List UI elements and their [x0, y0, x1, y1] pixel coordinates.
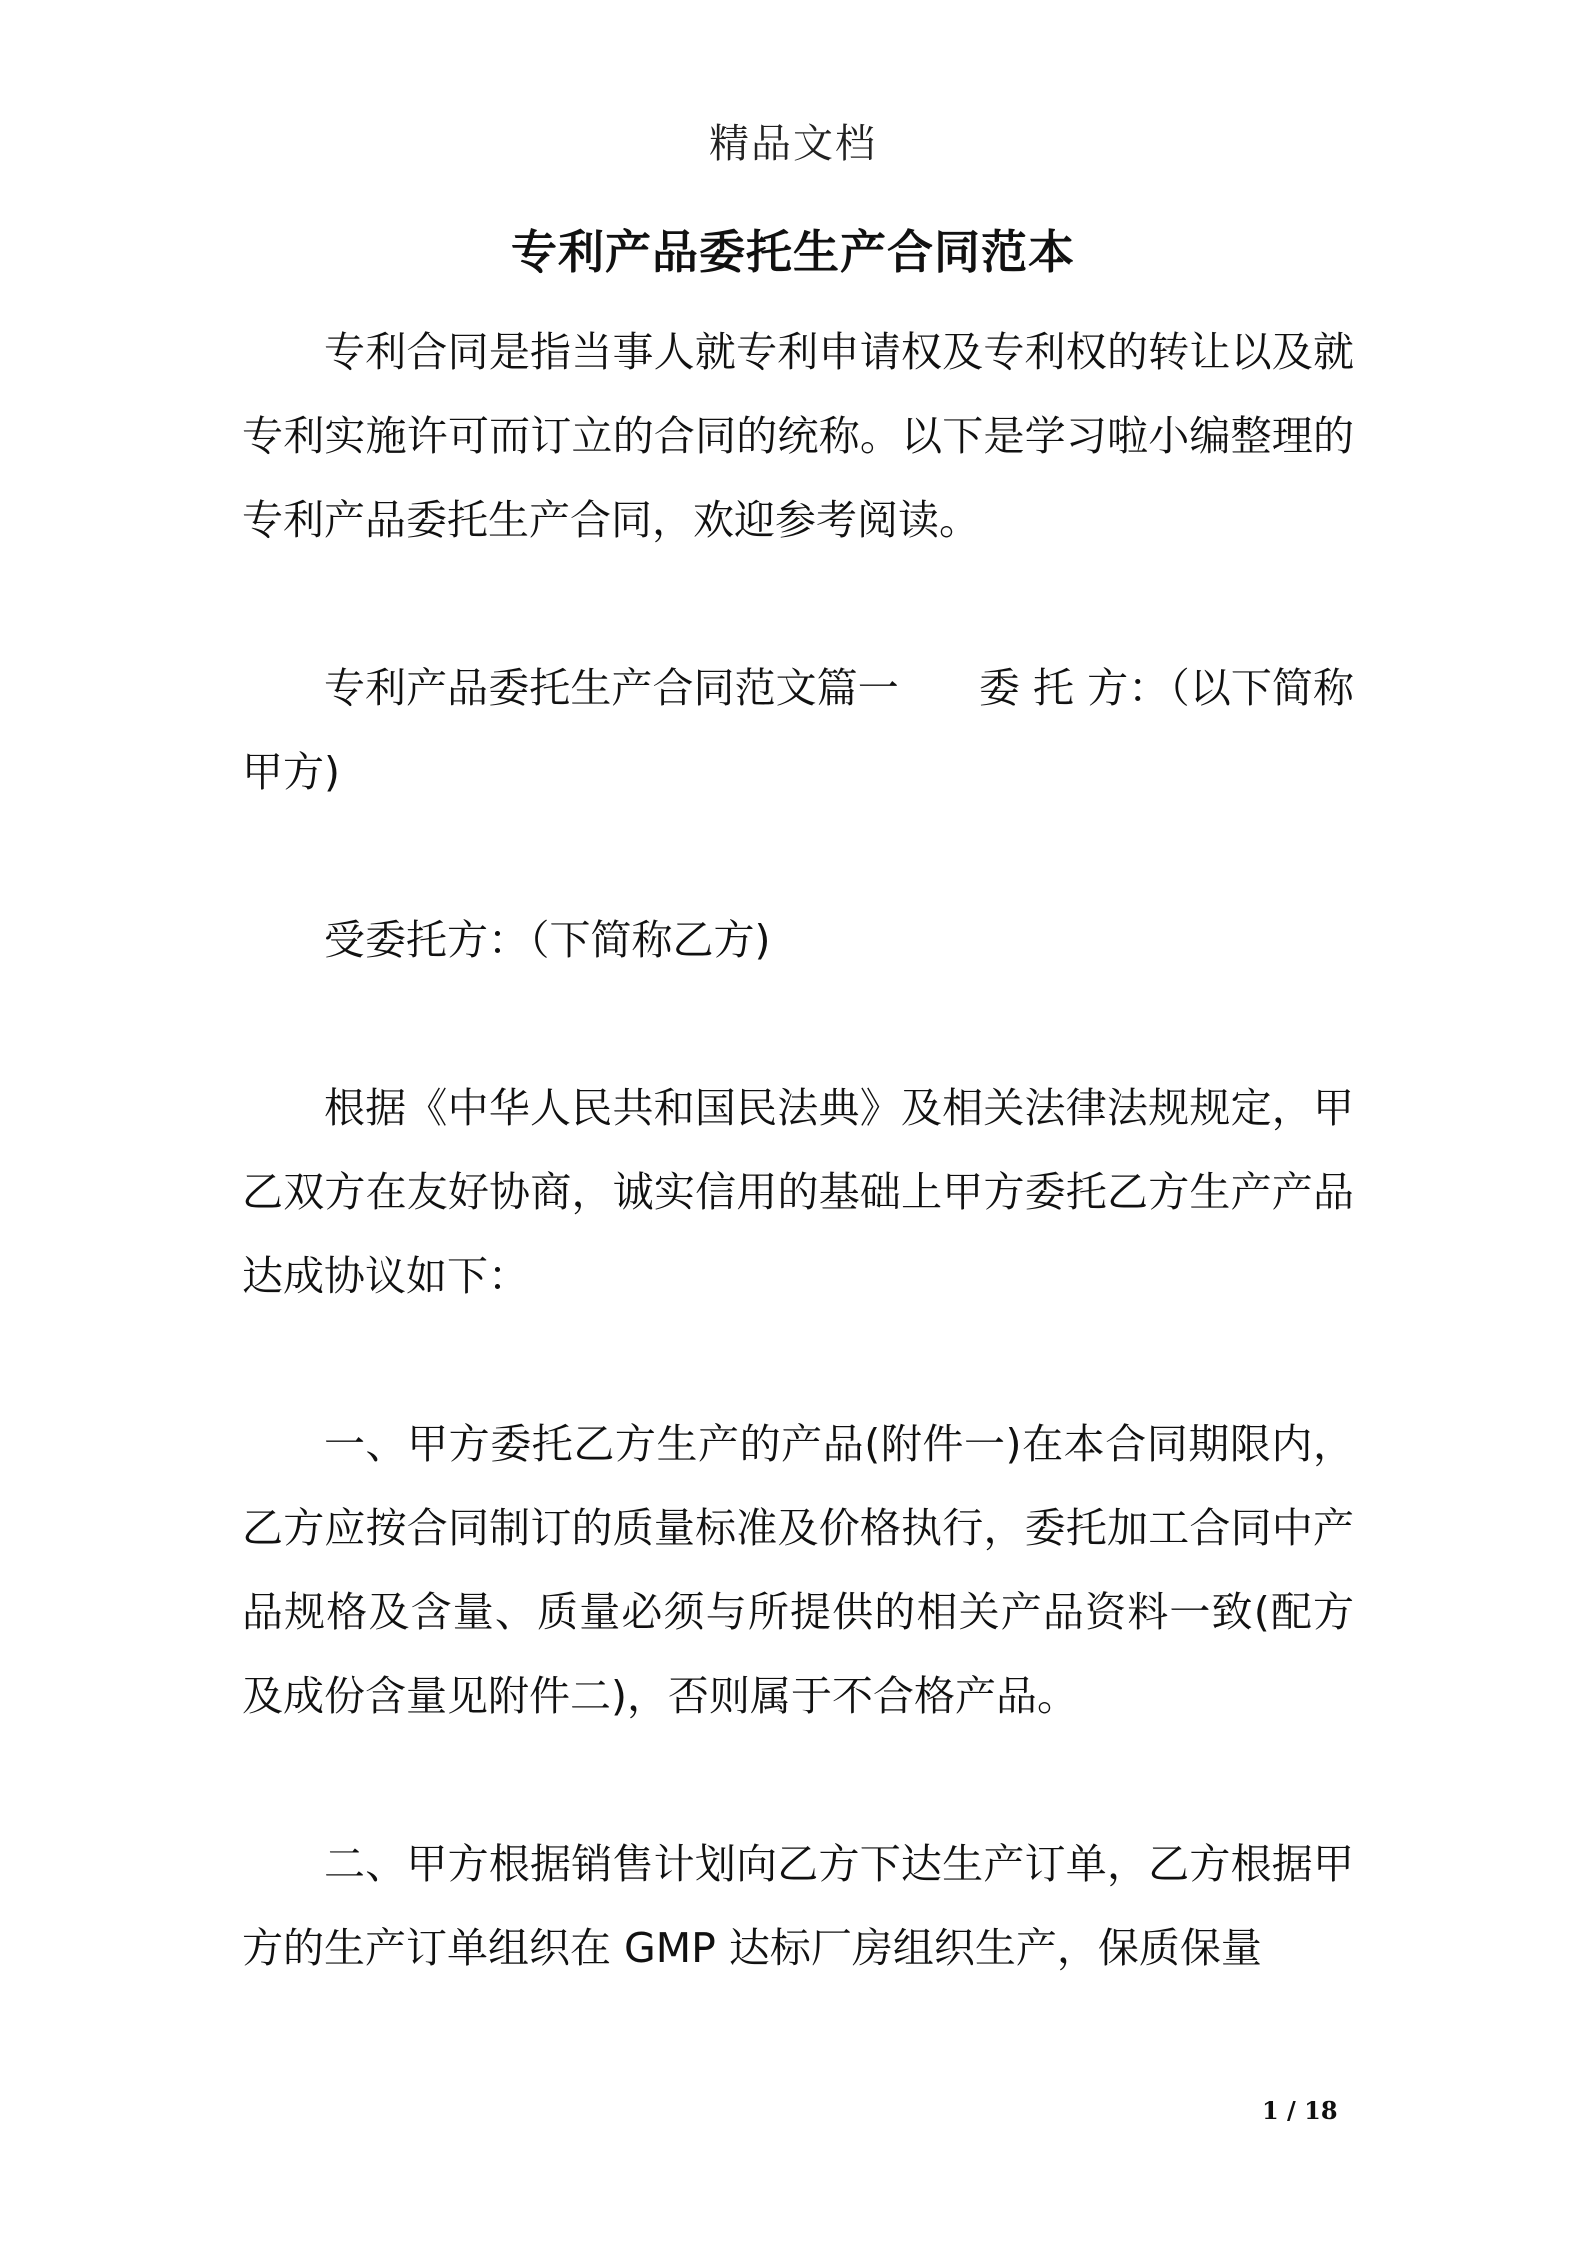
basis-paragraph: 根据《中华人民共和国民法典》及相关法律法规规定，甲乙双方在友好协商，诚实信用的基础上甲方委托乙方生产产品达成协议如下： — [242, 1084, 1354, 1300]
clause-2-paragraph: 二、甲方根据销售计划向乙方下达生产订单，乙方根据甲方的生产订单组织在 GMP 达标厂房组织生产，保质保量 — [242, 1840, 1354, 1972]
document-title: 专利产品委托生产合同范本 — [511, 225, 1075, 279]
section-heading-paragraph — [242, 646, 1354, 814]
document-body — [242, 310, 1354, 1990]
section-title: 专利产品委托生产合同范文篇一 — [324, 664, 899, 712]
page-header: 精品文档 — [709, 121, 877, 167]
party-b-paragraph: 受委托方：（下简称乙方) — [324, 916, 771, 964]
clause-1-paragraph: 一、甲方委托乙方生产的产品(附件一)在本合同期限内，乙方应按合同制订的质量标准及价格执行，委托加工合同中产品规格及含量、质量必须与所提供的相关产品资料一致(配方及成份含量见附件二)，否则属于不合格产品。 — [242, 1420, 1354, 1720]
page-number: 1 / 18 — [1262, 2096, 1338, 2125]
party-a-text: 委 托 方：（以下简称甲方) — [242, 664, 1354, 796]
intro-paragraph: 专利合同是指当事人就专利申请权及专利权的转让以及就专利实施许可而订立的合同的统称。以下是学习啦小编整理的专利产品委托生产合同，欢迎参考阅读。 — [242, 328, 1354, 544]
